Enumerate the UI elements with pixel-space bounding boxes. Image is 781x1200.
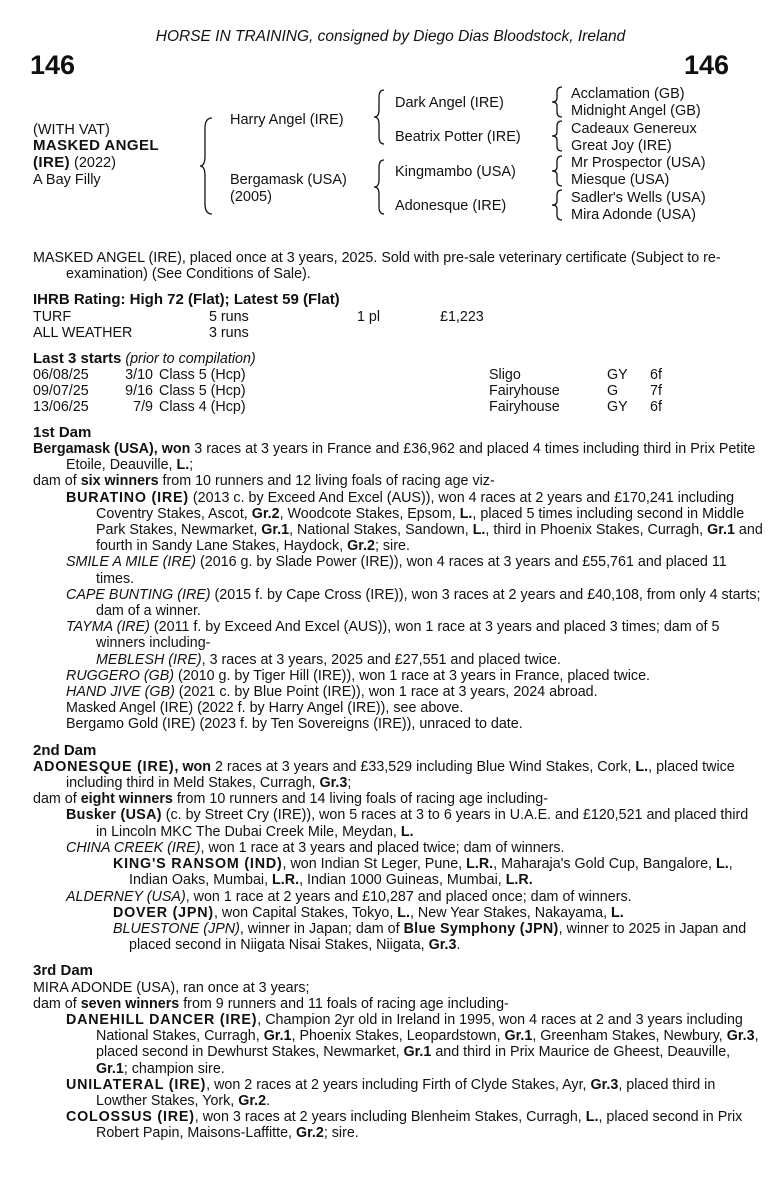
progeny-name: RUGGERO (GB) [66, 667, 175, 684]
winners-count: six winners [80, 473, 159, 490]
dam1-name: Bergamask (USA) [33, 441, 154, 458]
pedigree-bracket-g4 [552, 189, 564, 221]
progeny-name: TAYMA (IRE) [66, 619, 150, 636]
grade-mark: Gr.1 [707, 522, 735, 539]
dam-sire: Kingmambo (USA) [395, 164, 516, 180]
grade-mark: Gr.2 [296, 1125, 324, 1142]
pedigree-bracket-g2 [552, 120, 564, 152]
progeny-name: MEBLESH (IRE) [96, 651, 202, 668]
grade-mark: Gr.3 [428, 937, 457, 954]
grade-mark: Gr.3 [590, 1076, 619, 1093]
listed-mark: L. [472, 522, 486, 539]
vat-label: (WITH VAT) [33, 122, 110, 138]
text: , third in Phoenix Stakes, Curragh, [485, 522, 708, 539]
gg-miesque: Miesque (USA) [571, 172, 670, 188]
listed-mark: L.R. [466, 856, 494, 873]
horse-year: (2022) [70, 155, 116, 171]
progeny-name: HAND JIVE (GB) [66, 684, 175, 701]
pedigree-bracket-main [200, 118, 214, 214]
sire-dam: Beatrix Potter (IRE) [395, 129, 521, 145]
pedigree-bracket-sire [374, 90, 386, 144]
start-position: 9/16 [125, 382, 153, 399]
progeny-ruggero [33, 668, 763, 684]
text: from 10 runners and 12 living foals of racing age viz- [158, 473, 495, 490]
text: (2015 f. by Cape Cross (IRE)), won 3 races at 2 years and £40,108, from only 4 starts; dam of a winner. [96, 586, 761, 620]
text: . [456, 937, 461, 954]
progeny-name: Blue Symphony (JPN) [403, 920, 559, 937]
start-course: Fairyhouse [489, 398, 560, 415]
text: ; sire. [374, 538, 410, 555]
text: and third in Prix Maurice de Gheest, Deauville, [431, 1044, 731, 1061]
progeny-bluestone [33, 921, 763, 953]
grade-mark: Gr.1 [263, 1028, 292, 1045]
progeny-china-creek [33, 840, 763, 856]
start-class: Class 5 (Hcp) [159, 366, 246, 383]
dam1-produce-summary [33, 473, 763, 489]
text: , placed second in Dewhurst Stakes, Newmarket, [96, 1028, 759, 1061]
horse-name: MASKED ANGEL [33, 137, 159, 154]
won-word: won [161, 441, 191, 458]
text: ; champion sire. [123, 1060, 225, 1077]
text: , Champion 2yr old in Ireland in 1995, won 4 races at 2 and 3 years including National Stakes, Curragh, [96, 1011, 743, 1045]
text: from 10 runners and 14 living foals of racing age including- [172, 791, 548, 808]
text: 3 races at 3 years in France and £36,962 and placed 4 times including third in Prix Petite Etoile, Deauville, [66, 441, 756, 474]
text: , won 1 race at 2 years and £10,287 and placed once; dam of winners. [185, 888, 632, 905]
progeny-busker [33, 807, 763, 839]
horse-description: A Bay Filly [33, 172, 101, 188]
text: (2021 c. by Blue Point (IRE)), won 1 race at 3 years, 2024 abroad. [174, 684, 598, 701]
text: , Indian 1000 Guineas, Mumbai, [299, 872, 506, 889]
ihrb-prize [440, 325, 484, 341]
dam3-record: MIRA ADONDE (USA), ran once at 3 years; [33, 979, 310, 996]
listed-mark: L.R. [505, 872, 533, 889]
lot-number-left: 146 [30, 50, 76, 80]
ihrb-placed: 1 pl [357, 308, 381, 325]
text: , won Indian St Leger, Pune, [282, 856, 467, 873]
ihrb-placed [357, 325, 440, 341]
start-going: GY [607, 398, 628, 415]
starts-note: (prior to compilation) [121, 350, 256, 367]
grade-mark: Gr.2 [347, 538, 375, 555]
sire-sire: Dark Angel (IRE) [395, 95, 504, 111]
text: , won 2 races at 2 years including Firth of Clyde Stakes, Ayr, [206, 1076, 591, 1093]
dam-year: (2005) [230, 189, 272, 205]
text: dam of [33, 791, 81, 808]
grade-mark: Gr.1 [403, 1044, 432, 1061]
pedigree-bracket-dam [374, 160, 386, 214]
progeny-name: CAPE BUNTING (IRE) [66, 586, 211, 603]
sire: Harry Angel (IRE) [230, 112, 344, 128]
text: and fourth in Sandy Lane Stakes, Haydock, [96, 522, 763, 555]
sep: , [153, 441, 162, 458]
start-class: Class 5 (Hcp) [159, 382, 246, 399]
ihrb-surface: ALL WEATHER [33, 324, 133, 341]
winners-count: eight winners [80, 791, 173, 808]
text: ; sire. [323, 1125, 359, 1142]
catalogue-body [33, 250, 763, 1142]
text: , Woodcote Stakes, Epsom, [279, 505, 460, 522]
grade-mark: Gr.2 [251, 505, 280, 522]
start-distance: 6f [650, 398, 662, 415]
sep: , [174, 758, 183, 775]
dam2-record [33, 759, 763, 791]
text: , won 3 races at 2 years including Blenheim Stakes, Curragh, [194, 1109, 586, 1126]
progeny-buratino [33, 490, 763, 555]
gg-mira-adonde: Mira Adonde (USA) [571, 207, 696, 223]
text: dam of [33, 473, 81, 490]
start-course: Fairyhouse [489, 382, 560, 399]
progeny-dover [33, 905, 763, 921]
horse-origin: (IRE) [33, 154, 70, 171]
dam2-produce-summary [33, 791, 763, 807]
start-row [33, 383, 662, 399]
listed-mark: L. [397, 904, 410, 921]
listed-mark: L. [459, 505, 473, 522]
start-position: 3/10 [125, 366, 153, 383]
progeny-name: Busker (USA) [66, 807, 162, 824]
ihrb-table [33, 309, 484, 341]
progeny-name: COLOSSUS (IRE) [66, 1109, 195, 1126]
progeny-cape-bunting [33, 587, 763, 619]
progeny-masked-angel: Masked Angel (IRE) (2022 f. by Harry Angel (IRE)), see above. [66, 700, 464, 717]
grade-mark: Gr.3 [726, 1028, 755, 1045]
text: , winner in Japan; dam of [239, 920, 404, 937]
text: (2013 c. by Exceed And Excel (AUS)), won 4 races at 2 years and £170,241 including Coventry Stakes, Ascot, [96, 489, 735, 522]
won-word: won [182, 758, 212, 775]
gg-acclamation: Acclamation (GB) [571, 86, 685, 102]
ihrb-row-aw [33, 325, 484, 341]
text: , National Stakes, Sandown, [289, 522, 473, 539]
ihrb-runs: 3 runs [209, 324, 249, 341]
progeny-name: DOVER (JPN) [113, 904, 214, 921]
listed-mark: L. [635, 758, 649, 775]
horse-origin-year [33, 155, 116, 171]
progeny-alderney [33, 889, 763, 905]
listed-mark: L. [400, 823, 414, 840]
progeny-kings-ransom [33, 856, 763, 888]
ihrb-surface: TURF [33, 308, 72, 325]
progeny-colossus [33, 1109, 763, 1141]
text: , Indian Oaks, Mumbai, [129, 856, 733, 889]
progeny-name: CHINA CREEK (IRE) [66, 839, 201, 856]
progeny-smile-a-mile [33, 554, 763, 586]
text: (2016 g. by Slade Power (IRE)), won 4 races at 3 years and £55,761 and placed 11 times. [96, 554, 727, 587]
progeny-tayma [33, 619, 763, 651]
gg-mr-prospector: Mr Prospector (USA) [571, 155, 706, 171]
winners-count: seven winners [80, 995, 180, 1012]
gg-great-joy: Great Joy (IRE) [571, 138, 672, 154]
ihrb-prize: £1,223 [440, 308, 484, 325]
dam1-record [33, 441, 763, 473]
progeny-name: DANEHILL DANCER (IRE) [66, 1011, 258, 1028]
summary: MASKED ANGEL (IRE), placed once at 3 years, 2025. Sold with pre-sale veterinary certificate (Subject to re-examination) (See Conditions of Sale). [33, 250, 721, 283]
dam2-name: ADONESQUE (IRE) [33, 758, 175, 775]
start-going: GY [607, 366, 628, 383]
text: , placed 5 times including second in Middle Park Stakes, Newmarket, [96, 505, 745, 539]
dam3-produce-summary [33, 996, 763, 1012]
dam3-heading: 3rd Dam [33, 962, 94, 980]
text: , Maharaja's Gold Cup, Bangalore, [493, 856, 717, 873]
text: , placed second in Prix Robert Papin, Maisons-Laffitte, [96, 1109, 743, 1142]
progeny-unilateral [33, 1077, 763, 1109]
progeny-bergamo-gold: Bergamo Gold (IRE) (2023 f. by Ten Sovereigns (IRE)), unraced to date. [66, 716, 523, 733]
start-row [33, 367, 662, 383]
gg-midnight-angel: Midnight Angel (GB) [571, 103, 701, 119]
progeny-name: KING'S RANSOM (IND) [113, 856, 283, 873]
dam2-heading: 2nd Dam [33, 741, 97, 759]
text: , placed third in Lowther Stakes, York, [96, 1076, 716, 1109]
text: , won Capital Stakes, Tokyo, [213, 904, 398, 921]
listed-mark: L.R. [272, 872, 300, 889]
start-course: Sligo [489, 366, 521, 383]
progeny-name: BLUESTONE (JPN) [113, 920, 240, 937]
text: (c. by Street Cry (IRE)), won 5 races at 3 to 6 years in U.A.E. and £120,521 and placed third in Lincoln MKC The Dubai Creek Mile, Meydan, [96, 807, 749, 840]
lot-number-right: 146 [683, 50, 729, 80]
progeny-meblesh [33, 652, 763, 668]
start-class: Class 4 (Hcp) [159, 398, 246, 415]
text: 2 races at 3 years and £33,529 including Blue Wind Stakes, Cork, [211, 758, 636, 775]
text: , New Year Stakes, Nakayama, [409, 904, 612, 921]
text: , Greenham Stakes, Newbury, [532, 1028, 727, 1045]
progeny-danehill-dancer [33, 1012, 763, 1077]
text: , Phoenix Stakes, Leopardstown, [291, 1028, 505, 1045]
text: , winner to 2025 in Japan and placed second in Niigata Nisai Stakes, Niigata, [129, 920, 747, 954]
start-row [33, 399, 662, 415]
text: from 9 runners and 11 foals of racing age including- [179, 995, 509, 1012]
start-date: 06/08/25 [33, 366, 89, 383]
start-going: G [607, 382, 619, 399]
text: , won 1 race at 3 years and placed twice; dam of winners. [200, 839, 565, 856]
listed-mark: L. [176, 457, 190, 474]
text: (2011 f. by Exceed And Excel (AUS)), won 1 race at 3 years and placed 3 times; dam of 5 winners including- [96, 619, 720, 652]
grade-mark: Gr.3 [319, 775, 348, 792]
ihrb-row-turf [33, 309, 484, 325]
grade-mark: Gr.1 [96, 1060, 124, 1077]
start-distance: 7f [650, 382, 662, 399]
gg-sadlers-wells: Sadler's Wells (USA) [571, 190, 706, 206]
dam: Bergamask (USA) [230, 172, 347, 188]
grade-mark: Gr.1 [504, 1028, 533, 1045]
pedigree-bracket-g3 [552, 155, 564, 187]
text: , 3 races at 3 years, 2025 and £27,551 and placed twice. [201, 651, 561, 668]
progeny-name: BURATINO (IRE) [66, 489, 189, 506]
start-date: 13/06/25 [33, 398, 89, 415]
grade-mark: Gr.2 [238, 1092, 267, 1109]
start-distance: 6f [650, 366, 662, 383]
listed-mark: L. [585, 1109, 599, 1126]
starts-title [33, 351, 763, 367]
text: ; [347, 775, 352, 792]
starts-table [33, 367, 662, 415]
grade-mark: Gr.1 [261, 522, 290, 539]
progeny-name: ALDERNEY (USA) [66, 888, 186, 905]
listed-mark: L. [716, 856, 729, 873]
dam-dam: Adonesque (IRE) [395, 198, 507, 214]
progeny-hand-jive [33, 684, 763, 700]
start-date: 09/07/25 [33, 382, 89, 399]
start-position: 7/9 [133, 398, 153, 415]
progeny-name: UNILATERAL (IRE) [66, 1076, 207, 1093]
ihrb-runs: 5 runs [209, 308, 249, 325]
gg-cadeaux-genereux: Cadeaux Genereux [571, 121, 697, 137]
text: ; [189, 457, 194, 474]
dam1-heading: 1st Dam [33, 423, 92, 441]
starts-heading: Last 3 starts [33, 349, 122, 367]
ihrb-title: IHRB Rating: High 72 (Flat); Latest 59 (Flat) [33, 291, 340, 309]
listed-mark: L. [611, 904, 624, 921]
text: dam of [33, 995, 81, 1012]
progeny-name: SMILE A MILE (IRE) [66, 554, 197, 571]
consignor-line: HORSE IN TRAINING, consigned by Diego Dias Bloodstock, Ireland [155, 28, 626, 45]
pedigree-bracket-g1 [552, 86, 564, 118]
text: . [266, 1092, 271, 1109]
text: , placed twice including third in Meld Stakes, Curragh, [66, 758, 735, 792]
text: (2010 g. by Tiger Hill (IRE)), won 1 race at 3 years in France, placed twice. [174, 667, 650, 684]
